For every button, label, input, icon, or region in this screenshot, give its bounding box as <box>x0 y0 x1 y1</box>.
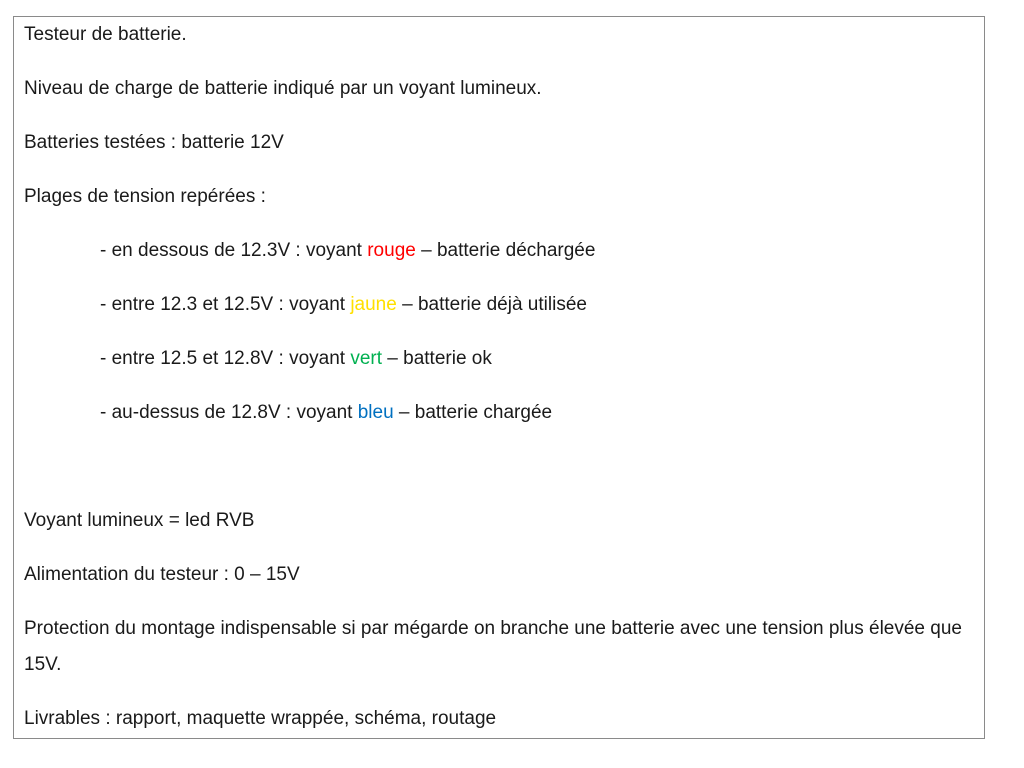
range-suffix: – batterie déchargée <box>415 240 596 261</box>
range-suffix: – batterie ok <box>382 348 492 369</box>
range-prefix: - au-dessus de 12.8V : voyant <box>100 402 358 423</box>
range-item-green <box>100 347 492 371</box>
color-word-green: vert <box>350 348 383 369</box>
intro-text: Niveau de charge de batterie indiqué par un voyant lumineux. <box>24 78 542 99</box>
color-word-red: rouge <box>367 240 416 261</box>
document-frame <box>13 16 985 739</box>
range-suffix: – batterie déjà utilisée <box>396 294 587 315</box>
range-prefix: - en dessous de 12.3V : voyant <box>100 240 368 261</box>
color-word-yellow: jaune <box>350 294 397 315</box>
doc-title: Testeur de batterie. <box>24 24 187 45</box>
range-suffix: – batterie chargée <box>393 402 553 423</box>
range-prefix: - entre 12.3 et 12.5V : voyant <box>100 294 351 315</box>
range-item-red <box>100 239 595 263</box>
led-spec: Voyant lumineux = led RVB <box>24 510 255 531</box>
color-word-blue: bleu <box>357 402 394 423</box>
range-item-yellow <box>100 293 587 317</box>
ranges-heading: Plages de tension repérées : <box>24 186 266 207</box>
range-prefix: - entre 12.5 et 12.8V : voyant <box>100 348 351 369</box>
power-spec: Alimentation du testeur : 0 – 15V <box>24 564 300 585</box>
range-item-blue <box>100 401 552 425</box>
protection-text: Protection du montage indispensable si par mégarde on branche une batterie avec une tension plus élevée que 15V. <box>24 618 962 675</box>
tested-batteries: Batteries testées : batterie 12V <box>24 132 284 153</box>
deliverables-text: Livrables : rapport, maquette wrappée, schéma, routage <box>24 708 497 729</box>
